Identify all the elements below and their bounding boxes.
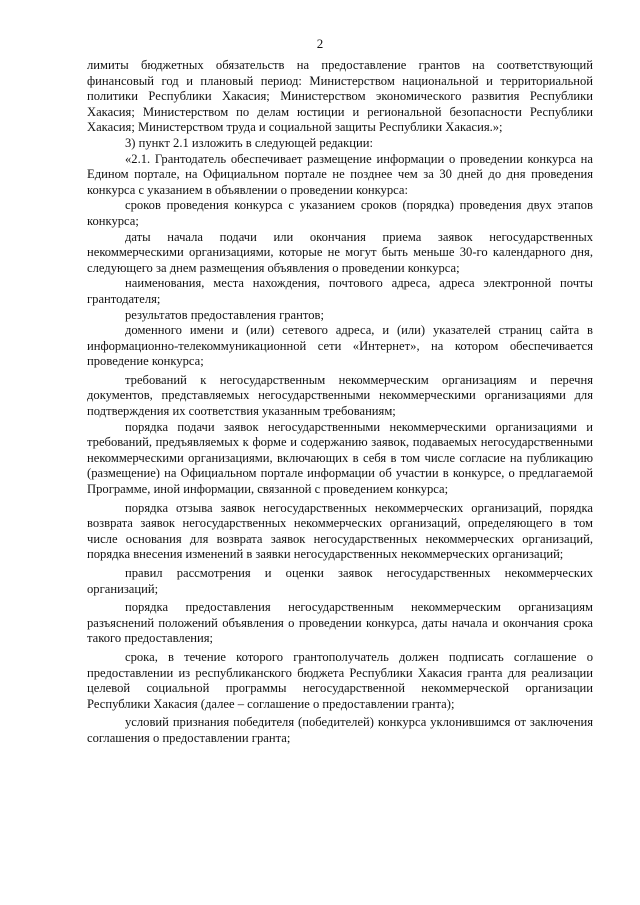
paragraph-evasion-conditions: условий признания победителя (победителей) конкурса уклонившимся от заключения соглашения о предоставлении гранта; [87,715,593,745]
paragraph-budget-limits: лимиты бюджетных обязательств на предоставление грантов на соответствующий финансовый год и плановый период: Министерством национальной и территориальной политики Республики Хакасия; Министерством экономического развития Республики Хакасия; Министерством по делам юстиции и региональной безопасности Республики Хакасия; Министерством труда и социальной защиты Республики Хакасия.»; [87,58,593,135]
paragraph-application-dates: даты начала подачи или окончания приема заявок негосударственных некоммерческими организациями, которые не могут быть меньше 30-го календарного дня, следующего за днем размещения объявления о проведении конкурса; [87,229,593,275]
paragraph-clarifications: порядка предоставления негосударственным некоммерческим организациям разъяснений положений объявления о проведении конкурса, даты начала и окончания срока такого предоставления; [87,600,593,646]
paragraph-requirements: требований к негосударственным некоммерческим организациям и перечня документов, представляемых негосударственными некоммерческими организациями для подтверждения их соответствия указанным требованиям; [87,372,593,419]
paragraph-contest-terms: сроков проведения конкурса с указанием сроков (порядка) проведения двух этапов конкурса; [87,198,593,228]
paragraph-item-3: 3) пункт 2.1 изложить в следующей редакции: [125,135,373,150]
paragraph-grant-results: результатов предоставления грантов; [125,307,324,322]
document-body [87,58,593,747]
paragraph-application-procedure: порядка подачи заявок негосударственными некоммерческими организациями и требований, предъявляемых к форме и содержанию заявок, подаваемых негосударственными некоммерческими организациями, включающих в себя в том числе согласие на публикацию (размещение) на Официальном портале информации об участии в конкурсе, о предлагаемой Программе, иной информации, связанной с проведением конкурса; [87,419,593,497]
paragraph-grantor-address: наименования, места нахождения, почтового адреса, адреса электронной почты грантодателя; [87,276,593,306]
paragraph-evaluation-rules: правил рассмотрения и оценки заявок негосударственных некоммерческих организаций; [87,566,593,596]
paragraph-domain-name: доменного имени и (или) сетевого адреса, и (или) указателей страниц сайта в информационно-телекоммуникационной сети «Интернет», на котором обеспечивается проведение конкурса; [87,323,593,369]
paragraph-signing-deadline: срока, в течение которого грантополучатель должен подписать соглашение о предоставлении из республиканского бюджета Республики Хакасия гранта для реализации целевой социальной программы негосударственной некоммерческой организации Республики Хакасия (далее – соглашение о предоставлении гранта); [87,649,593,711]
page-number: 2 [316,36,324,51]
paragraph-clause-2-1: «2.1. Грантодатель обеспечивает размещение информации о проведении конкурса на Едином портале, на Официальном портале не позднее чем за 30 дней до дня проведения конкурса с указанием в объявлении о проведении конкурса: [87,151,593,197]
paragraph-withdrawal-procedure: порядка отзыва заявок негосударственных некоммерческих организаций, порядка возврата заявок негосударственных некоммерческих организаций, определяющего в том числе основания для возврата заявок негосударственных некоммерческих организаций, порядка внесения изменений в заявки негосударственных некоммерческих организаций; [87,500,593,562]
